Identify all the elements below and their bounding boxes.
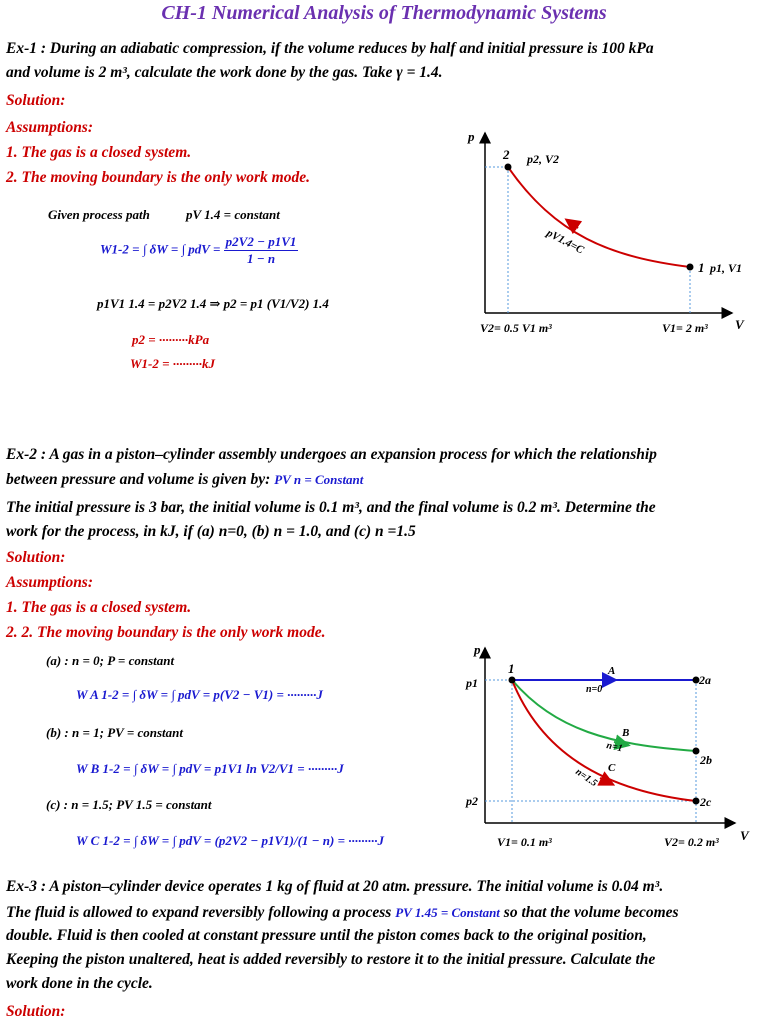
ex3-problem-line3: double. Fluid is then cooled at constant pressure until the piston comes back to the original position, <box>6 927 647 944</box>
ex1-problem-line1: Ex-1 : During an adiabatic compression, if the volume reduces by half and initial pressure is 100 kPa <box>6 40 654 57</box>
ex3-solution-heading: Solution: <box>6 1003 66 1020</box>
ex1-given-label: Given process path <box>48 207 150 222</box>
ex2-solution-heading: Solution: <box>6 549 66 566</box>
ex2-n15-label: n=1.5 <box>573 766 600 790</box>
ex2-point-2a-label: 2a <box>699 673 711 687</box>
ex1-pressure-relation: p1V1 1.4 = p2V2 1.4 ⇒ p2 = p1 (V1/V2) 1.4 <box>97 296 329 311</box>
ex3-problem-line2-text: The fluid is allowed to expand reversibly following a process <box>6 904 392 921</box>
ex1-process-curve <box>508 167 690 267</box>
ex1-work-denominator: 1 − n <box>246 251 276 266</box>
ex2-case-a-work: W A 1-2 = ∫ δW = ∫ pdV = p(V2 − V1) = ·········J <box>76 687 323 702</box>
ex2-curve-n15 <box>512 680 696 801</box>
ex2-point-2b <box>693 748 700 755</box>
ex3-problem-line5: work done in the cycle. <box>6 975 153 992</box>
ex2-assumption-2: 2. 2. The moving boundary is the only work mode. <box>6 624 326 641</box>
ex3-problem-line4: Keeping the piston unaltered, heat is added reversibly to restore it to the initial pressure. Calculate the <box>6 951 656 968</box>
ex2-problem-line3: The initial pressure is 3 bar, the initial volume is 0.1 m³, and the final volume is 0.2 m³. Determine the <box>6 499 656 516</box>
ex2-problem-line1: Ex-2 : A gas in a piston–cylinder assembly undergoes an expansion process for which the relationship <box>6 446 657 463</box>
ex2-v-axis-label: V <box>740 828 749 843</box>
ex1-assumption-1: 1. The gas is a closed system. <box>6 144 192 161</box>
ex1-point-1-coords: p1, V1 <box>710 261 743 275</box>
ex1-point-1 <box>687 264 694 271</box>
page-title: CH-1 Numerical Analysis of Thermodynamic Systems <box>161 2 607 24</box>
ex2-case-c-work: W C 1-2 = ∫ δW = ∫ pdV = (p2V2 − p1V1)/(1 − n) = ·········J <box>76 833 385 848</box>
ex2-assumptions-heading: Assumptions: <box>6 574 94 591</box>
ex3-problem-line2 <box>6 901 679 925</box>
ex1-work-equation <box>100 234 298 267</box>
ex2-point-2b-label: 2b <box>700 753 712 767</box>
ex1-v1-label: V1= 2 m³ <box>662 321 708 335</box>
ex1-point-1-label: 1 <box>698 260 705 275</box>
ex1-p-axis-label: p <box>468 129 475 144</box>
ex1-solution-heading: Solution: <box>6 92 66 109</box>
ex2-v1-label: V1= 0.1 m³ <box>497 835 552 849</box>
ex1-work-integral: ∫ δW = ∫ pdV = <box>142 241 221 257</box>
ex1-assumption-2: 2. The moving boundary is the only work mode. <box>6 169 310 186</box>
ex2-point-A-label: A <box>608 665 616 677</box>
ex1-work-numerator: p2V2 − p1V1 <box>225 234 297 249</box>
ex2-point-1 <box>509 677 516 684</box>
ex1-work-label: W1-2 = <box>100 241 140 257</box>
ex2-point-2c-label: 2c <box>700 795 712 809</box>
ex3-problem-line1: Ex-3 : A piston–cylinder device operates 1 kg of fluid at 20 atm. pressure. The initial volume is 0.04 m³. <box>6 878 664 895</box>
ex2-point-2c <box>693 798 700 805</box>
ex2-case-c: (c) : n = 1.5; PV 1.5 = constant <box>46 797 212 812</box>
ex1-w12-answer: W1-2 = ·········kJ <box>130 356 216 371</box>
ex2-point-1-label: 1 <box>508 661 515 676</box>
ex2-problem-line4: work for the process, in kJ, if (a) n=0, (b) n = 1.0, and (c) n =1.5 <box>6 523 416 540</box>
ex2-pv-diagram <box>460 640 760 855</box>
ex1-p2-answer: p2 = ·········kPa <box>132 332 210 347</box>
ex2-case-a: (a) : n = 0; P = constant <box>46 653 175 668</box>
ex1-curve-arrow <box>571 223 578 228</box>
ex2-point-B-label: B <box>622 727 630 739</box>
ex1-curve-label: pV1.4=C <box>544 227 586 257</box>
ex2-assumption-1: 1. The gas is a closed system. <box>6 599 192 616</box>
ex2-problem-line2 <box>6 468 363 492</box>
ex2-point-C-label: C <box>608 762 616 774</box>
ex1-pv-diagram <box>460 125 760 350</box>
ex2-p1-label: p1 <box>466 676 478 690</box>
ex2-case-b: (b) : n = 1; PV = constant <box>46 725 184 740</box>
ex2-case-b-work: W B 1-2 = ∫ δW = ∫ pdV = p1V1 ln V2/V1 = ·········J <box>76 761 344 776</box>
ex2-p-axis-label: p <box>474 642 481 657</box>
ex2-process-relation: PV n = Constant <box>274 472 364 487</box>
ex3-process-relation: PV 1.45 = Constant <box>395 905 500 920</box>
ex1-point-2-coords: p2, V2 <box>527 152 560 166</box>
ex1-assumptions-heading: Assumptions: <box>6 119 94 136</box>
ex1-v-axis-label: V <box>735 317 744 332</box>
ex1-problem-line2: and volume is 2 m³, calculate the work done by the gas. Take γ = 1.4. <box>6 64 443 81</box>
ex1-work-fraction <box>224 234 299 267</box>
ex2-problem-line2-text: between pressure and volume is given by: <box>6 471 271 488</box>
ex2-v2-label: V2= 0.2 m³ <box>664 835 719 849</box>
ex2-curve-n1 <box>512 680 696 751</box>
ex3-problem-line2-tail: so that the volume becomes <box>503 904 679 921</box>
ex1-v2-label: V2= 0.5 V1 m³ <box>480 321 552 335</box>
ex1-path-equation: pV 1.4 = constant <box>186 207 280 222</box>
ex2-p2-label: p2 <box>466 794 478 808</box>
ex1-point-2 <box>505 164 512 171</box>
ex1-point-2-label: 2 <box>503 147 510 162</box>
ex2-n0-label: n=0 <box>586 684 603 695</box>
ex2-n1-label: n=1 <box>605 740 624 755</box>
